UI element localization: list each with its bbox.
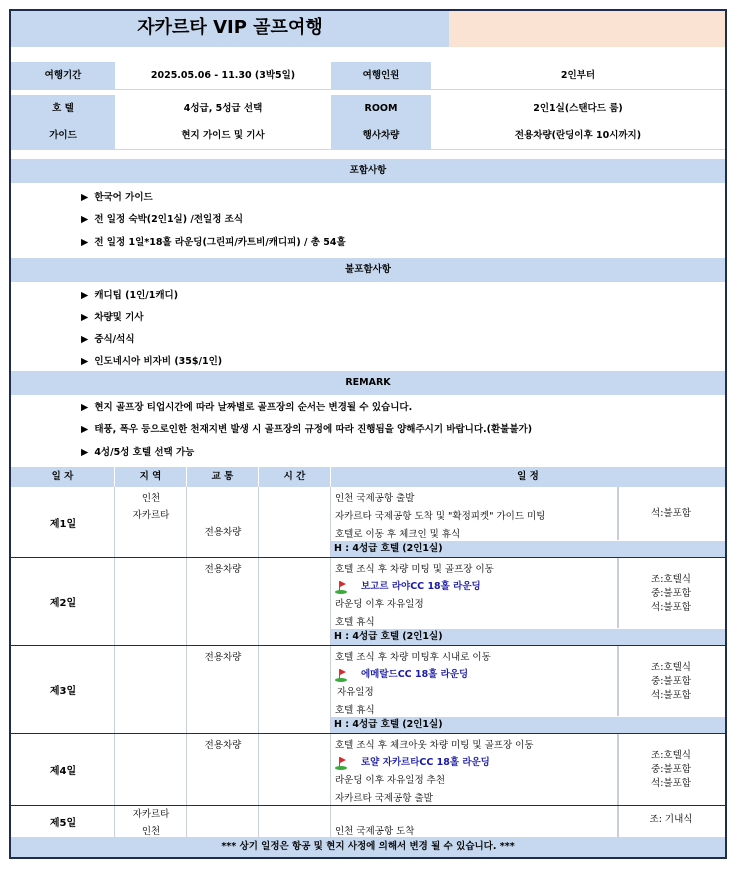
meal-text: 조:호텔식 — [651, 750, 691, 761]
plan-line: 자유일정 — [337, 687, 374, 698]
info-row-hotel — [11, 95, 725, 123]
transport-text: 전용차량 — [204, 527, 242, 538]
guide-label: 가이드 — [11, 122, 115, 150]
day-row — [11, 646, 725, 734]
excluded-item: ▶ 캐디팁 (1인/1캐디) — [81, 290, 179, 301]
info-row-guide — [11, 122, 725, 150]
excluded-header: 불포함사항 — [11, 258, 725, 282]
meal-text: 중:불포함 — [651, 588, 691, 599]
col-day: 일 자 — [11, 467, 115, 487]
plan-line: 자카르타 국제공항 출발 — [335, 793, 433, 804]
meal-text: 석:불포함 — [651, 602, 691, 613]
vehicle-label: 행사차량 — [331, 122, 431, 150]
bullet-arrow-icon: ▶ — [81, 237, 89, 248]
plan-line: 호텔 휴식 — [335, 617, 375, 628]
day-row — [11, 487, 725, 558]
plan-line: 호텔 조식 후 체크아웃 차량 미팅 및 골프장 이동 — [335, 740, 534, 751]
golf-flag-icon — [335, 581, 347, 593]
col-plan: 일 정 — [517, 471, 539, 482]
excluded-item: ▶ 차량및 기사 — [81, 312, 144, 323]
title-accent — [449, 11, 725, 47]
bullet-arrow-icon: ▶ — [81, 290, 89, 301]
plan-line: 라운딩 이후 자유일정 — [335, 599, 424, 610]
footer-note: *** 상기 일정은 항공 및 현지 사정에 의해서 변경 될 수 있습니다. *** — [11, 837, 725, 857]
col-time: 시 간 — [259, 467, 331, 487]
bullet-arrow-icon: ▶ — [81, 312, 89, 323]
golf-line: 보고르 라야CC 18홀 라운딩 — [335, 578, 481, 593]
golf-line: 에메랄드CC 18홀 라운딩 — [335, 666, 468, 681]
period-value: 2025.05.06 - 11.30 (3박5일) — [115, 62, 331, 90]
plan-line: 호텔로 이동 후 체크인 및 휴식 — [335, 529, 461, 540]
remark-item: ▶ 4성/5성 호텔 선택 가능 — [81, 447, 195, 458]
meal-text: 조:호텔식 — [651, 662, 691, 673]
area-text: 자카르타 — [132, 809, 170, 820]
golf-flag-icon — [335, 669, 347, 681]
plan-line: 호텔 조식 후 차량 미팅후 시내로 이동 — [335, 652, 491, 663]
bullet-arrow-icon: ▶ — [81, 192, 89, 203]
page-title: 자카르타 VIP 골프여행 — [11, 11, 449, 47]
room-label: ROOM — [331, 95, 431, 123]
excluded-item: ▶ 인도네시아 비자비 (35$/1인) — [81, 356, 223, 367]
transport-text: 전용차량 — [204, 652, 242, 663]
hotel-value: 4성급, 5성급 선택 — [115, 95, 331, 123]
remark-header: REMARK — [11, 371, 725, 395]
meal-text: 조: 기내식 — [649, 814, 693, 825]
bullet-arrow-icon: ▶ — [81, 334, 89, 345]
plan-line: 호텔 조식 후 차량 미팅 및 골프장 이동 — [335, 564, 494, 575]
golf-line: 로얄 자카르타CC 18홀 라운딩 — [335, 754, 490, 769]
col-area: 지 역 — [115, 467, 187, 487]
schedule-header — [11, 467, 725, 487]
plan-line: 인천 국제공항 출발 — [335, 493, 415, 504]
info-row-period — [11, 62, 725, 90]
bullet-arrow-icon: ▶ — [81, 424, 89, 435]
included-item: ▶ 전 일정 숙박(2인1실) /전일정 조식 — [81, 214, 244, 225]
period-label: 여행기간 — [11, 62, 115, 90]
transport-text: 전용차량 — [204, 740, 242, 751]
itinerary-sheet — [9, 9, 727, 859]
plan-line: 라운딩 이후 자유일정 추천 — [335, 775, 446, 786]
remark-item: ▶ 현지 골프장 티업시간에 따라 날짜별로 골프장의 순서는 변경될 수 있습니다. — [81, 402, 413, 413]
meal-text: 중:불포함 — [651, 764, 691, 775]
excluded-item: ▶ 중식/석식 — [81, 334, 135, 345]
meal-text: 석:불포함 — [651, 508, 691, 519]
meal-text: 조:호텔식 — [651, 574, 691, 585]
area-text: 인천 — [141, 826, 161, 837]
hotel-bar: H : 4성급 호텔 (2인1실) — [331, 717, 725, 733]
plan-line: 인천 국제공항 도착 — [335, 826, 415, 837]
people-value: 2인부터 — [431, 62, 725, 90]
col-transport: 교 통 — [187, 467, 259, 487]
golf-flag-icon — [335, 757, 347, 769]
meal-text: 석:불포함 — [651, 690, 691, 701]
hotel-label: 호 텔 — [11, 95, 115, 123]
bullet-arrow-icon: ▶ — [81, 356, 89, 367]
area-text: 자카르타 — [132, 510, 170, 521]
transport-text: 전용차량 — [204, 564, 242, 575]
included-item: ▶ 한국어 가이드 — [81, 192, 153, 203]
hotel-bar: H : 4성급 호텔 (2인1실) — [331, 541, 725, 557]
included-item: ▶ 전 일정 1일*18홀 라운딩(그린피/카트비/캐디피) / 총 54홀 — [81, 237, 346, 248]
title-row — [11, 11, 725, 47]
day-label: 제2일 — [49, 598, 77, 609]
meal-text: 석:불포함 — [651, 778, 691, 789]
included-header: 포함사항 — [11, 159, 725, 183]
bullet-arrow-icon: ▶ — [81, 447, 89, 458]
room-value: 2인1실(스탠다드 룸) — [431, 95, 725, 123]
vehicle-value: 전용차량(란딩이후 10시까지) — [431, 122, 725, 150]
day-label: 제1일 — [49, 518, 77, 530]
day-label: 제5일 — [49, 818, 77, 829]
plan-line: 자카르타 국제공항 도착 및 "확정피켓" 가이드 미팅 — [335, 511, 546, 522]
day-row — [11, 558, 725, 646]
people-label: 여행인원 — [331, 62, 431, 90]
day-label: 제3일 — [49, 686, 77, 697]
remark-item: ▶ 태풍, 폭우 등으로인한 천재지변 발생 시 골프장의 규정에 따라 진행됨을 양해주시기 바랍니다.(환불불가) — [81, 424, 533, 435]
guide-value: 현지 가이드 및 기사 — [115, 122, 331, 150]
meal-text: 중:불포함 — [651, 676, 691, 687]
day-label: 제4일 — [49, 766, 77, 777]
bullet-arrow-icon: ▶ — [81, 214, 89, 225]
area-text: 인천 — [141, 493, 161, 504]
day-row — [11, 806, 725, 837]
day-row — [11, 734, 725, 806]
bullet-arrow-icon: ▶ — [81, 402, 89, 413]
hotel-bar: H : 4성급 호텔 (2인1실) — [331, 629, 725, 645]
plan-line: 호텔 휴식 — [335, 705, 375, 716]
